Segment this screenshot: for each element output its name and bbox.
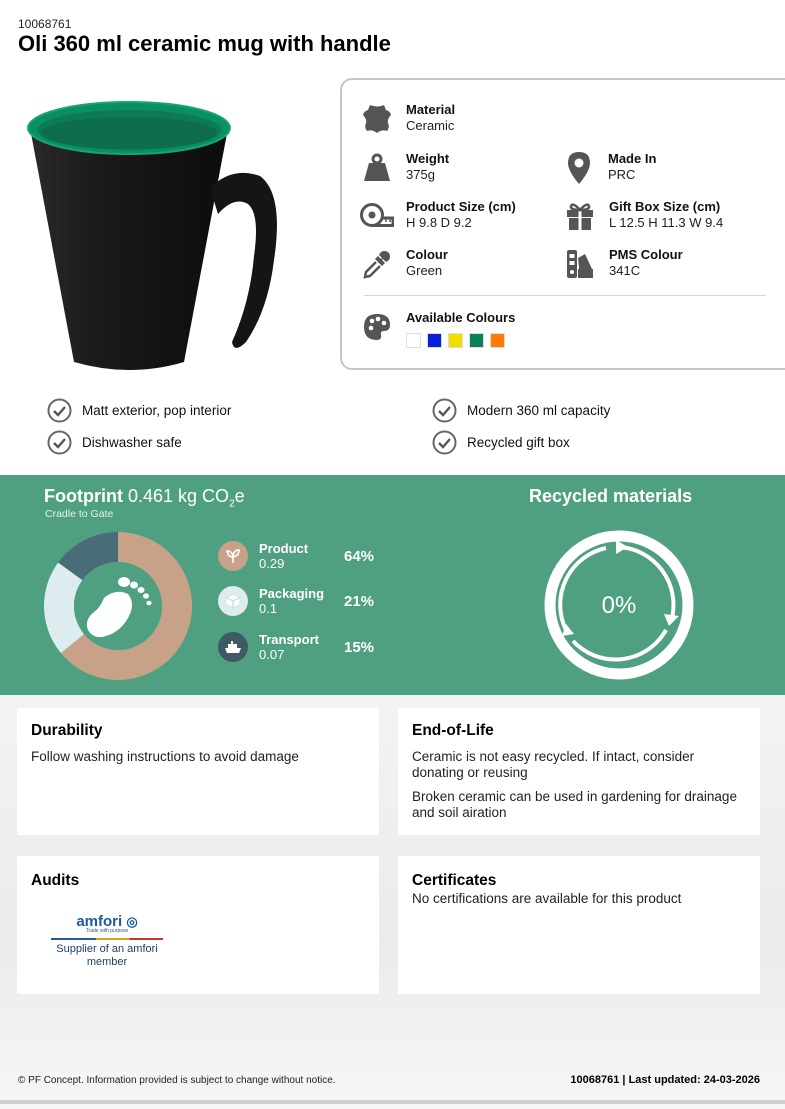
eyedropper-icon [360,247,394,281]
colour-swatches [406,333,515,348]
spec-available-colours: Available Colours [360,310,515,348]
colour-swatch [427,333,442,348]
end-of-life-title: End-of-Life [412,722,494,739]
colour-swatch [490,333,505,348]
durability-title: Durability [31,722,103,739]
spec-product-size: Product Size (cm) H 9.8 D 9.2 [360,199,516,233]
audits-title: Audits [31,872,80,889]
colour-value: Green [406,263,443,278]
recycled-materials-title: Recycled materials [529,486,693,506]
product-size-value: H 9.8 D 9.2 [406,215,472,230]
durability-text: Follow washing instructions to avoid damage [31,749,299,764]
weight-value: 375g [406,167,435,182]
spec-material: Material Ceramic [360,102,455,136]
measuring-tape-icon [360,199,394,233]
spec-made-in: Made In PRC [562,151,656,185]
gift-box-size-value: L 12.5 H 11.3 W 9.4 [609,215,724,230]
feature-item: Modern 360 ml capacity [432,398,610,423]
product-image [22,96,284,378]
footer-rule [0,1100,785,1104]
certificates-panel [398,856,760,994]
spec-colour: Colour Green [360,247,448,281]
spec-pms-colour: PMS Colour 341C [563,247,683,281]
end-of-life-text-1: Ceramic is not easy recycled. If intact, consider donating or reusing [412,749,695,780]
footer-disclaimer: © PF Concept. Information provided is subject to change without notice. [18,1075,336,1086]
gift-icon [563,199,597,233]
colour-swatch [406,333,421,348]
recycled-materials-gauge [544,530,694,680]
recycled-percent: 0% [601,592,637,619]
footprint-subtitle: Cradle to Gate [45,508,114,520]
sustainability-band [0,475,785,695]
footprint-row-product: Product 0.29 64% [218,541,374,571]
durability-panel [17,708,379,835]
spec-gift-box-size: Gift Box Size (cm) L 12.5 H 11.3 W 9.4 [563,199,723,233]
footprint-donut-chart [44,532,192,680]
end-of-life-panel [398,708,760,835]
colour-swatch [469,333,484,348]
pms-colour-value: 341C [609,263,641,278]
box-icon [218,586,248,616]
certificates-text: No certifications are available for this product [412,891,682,906]
footer-meta: 10068761 | Last updated: 24-03-2026 [570,1074,760,1086]
feature-item: Recycled gift box [432,430,570,455]
palette-icon [360,310,394,344]
audits-panel [17,856,379,994]
check-circle-icon [432,398,457,423]
feature-item: Dishwasher safe [47,430,182,455]
specifications-card [340,78,785,370]
spec-weight: Weight 375g [360,151,449,185]
certificates-title: Certificates [412,872,497,889]
product-title: Oli 360 ml ceramic mug with handle [18,31,391,56]
end-of-life-text-2: Broken ceramic can be used in gardening for drainage and soil airation [412,789,737,820]
check-circle-icon [47,398,72,423]
location-pin-icon [562,151,596,185]
spec-divider [364,295,766,296]
weight-icon [360,151,394,185]
material-value: Ceramic [406,118,455,133]
product-sku: 10068761 [18,17,72,31]
feature-item: Matt exterior, pop interior [47,398,231,423]
footprint-title: Footprint 0.461 kg $CO_2e$ [44,486,245,510]
leaf-icon [218,541,248,571]
colour-swatch [448,333,463,348]
made-in-value: PRC [608,167,636,182]
color-swatch-icon [563,247,597,281]
check-circle-icon [432,430,457,455]
ship-icon [218,632,248,662]
leather-hide-icon [360,102,394,136]
footprint-row-transport: Transport 0.07 15% [218,632,374,662]
footprint-row-packaging: Packaging 0.1 21% [218,586,374,616]
amfori-mark-icon: ◎ [126,914,138,929]
amfori-logo: amfori ◎ Trade with purpose Supplier of an amfori member [51,913,163,969]
check-circle-icon [47,430,72,455]
